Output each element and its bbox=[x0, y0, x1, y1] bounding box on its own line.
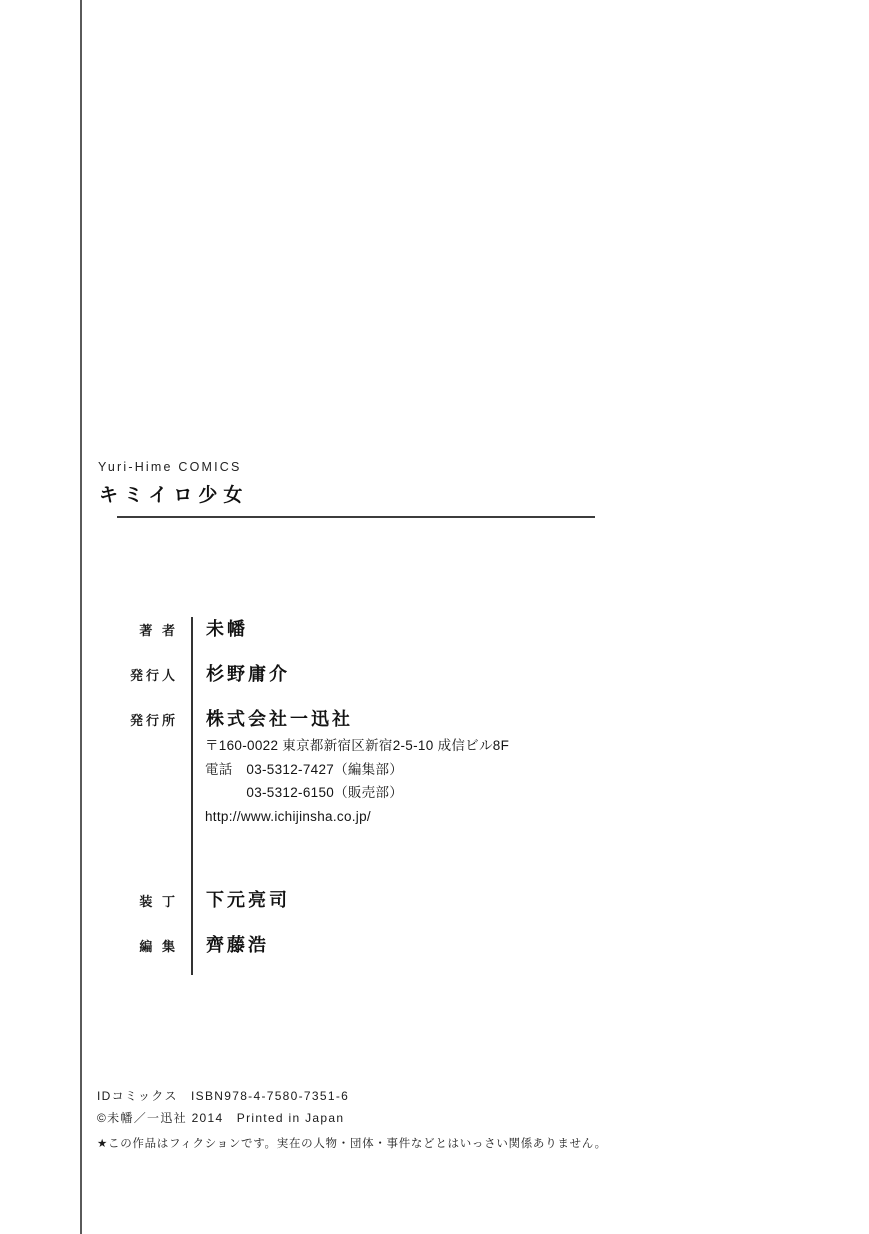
credit-row-publisher-company bbox=[98, 710, 353, 729]
credit-label: 装 丁 bbox=[139, 894, 178, 909]
publisher-phone-editorial: 電話 03-5312-7427（編集部） bbox=[205, 761, 404, 777]
credit-row-editor bbox=[98, 936, 269, 955]
credit-label: 発行人 bbox=[129, 668, 178, 683]
credit-row-designer bbox=[98, 891, 290, 910]
credit-value: 未幡 bbox=[206, 619, 248, 639]
credit-row-publisher-person bbox=[98, 665, 290, 684]
credit-value: 杉野庸介 bbox=[206, 664, 290, 684]
title-underline bbox=[117, 516, 595, 518]
publisher-phone-sales: 03-5312-6150（販売部） bbox=[205, 785, 404, 800]
credit-label: 編 集 bbox=[139, 939, 178, 954]
credit-value: 齊藤浩 bbox=[206, 935, 269, 955]
credit-row-author bbox=[98, 620, 248, 639]
publisher-contact-block bbox=[205, 734, 509, 828]
isbn-line: IDコミックス ISBN978-4-7580-7351-6 bbox=[97, 1089, 350, 1103]
fiction-disclaimer: ★この作品はフィクションです。実在の人物・団体・事件などとはいっさい関係ありません。 bbox=[97, 1138, 607, 1150]
credit-value: 下元亮司 bbox=[206, 890, 290, 910]
copyright-line: ©未幡／一迅社 2014 Printed in Japan bbox=[97, 1111, 345, 1125]
credit-value: 株式会社一迅社 bbox=[206, 709, 353, 729]
book-title: キミイロ少女 bbox=[99, 485, 249, 506]
publisher-website-url: http://www.ichijinsha.co.jp/ bbox=[205, 808, 371, 824]
credit-label: 著 者 bbox=[139, 623, 178, 638]
series-label: Yuri-Hime COMICS bbox=[98, 460, 242, 474]
page-edge-line bbox=[80, 0, 82, 1234]
credit-label: 発行所 bbox=[129, 713, 178, 728]
publisher-address: 〒160-0022 東京都新宿区新宿2-5-10 成信ビル8F bbox=[205, 738, 510, 753]
